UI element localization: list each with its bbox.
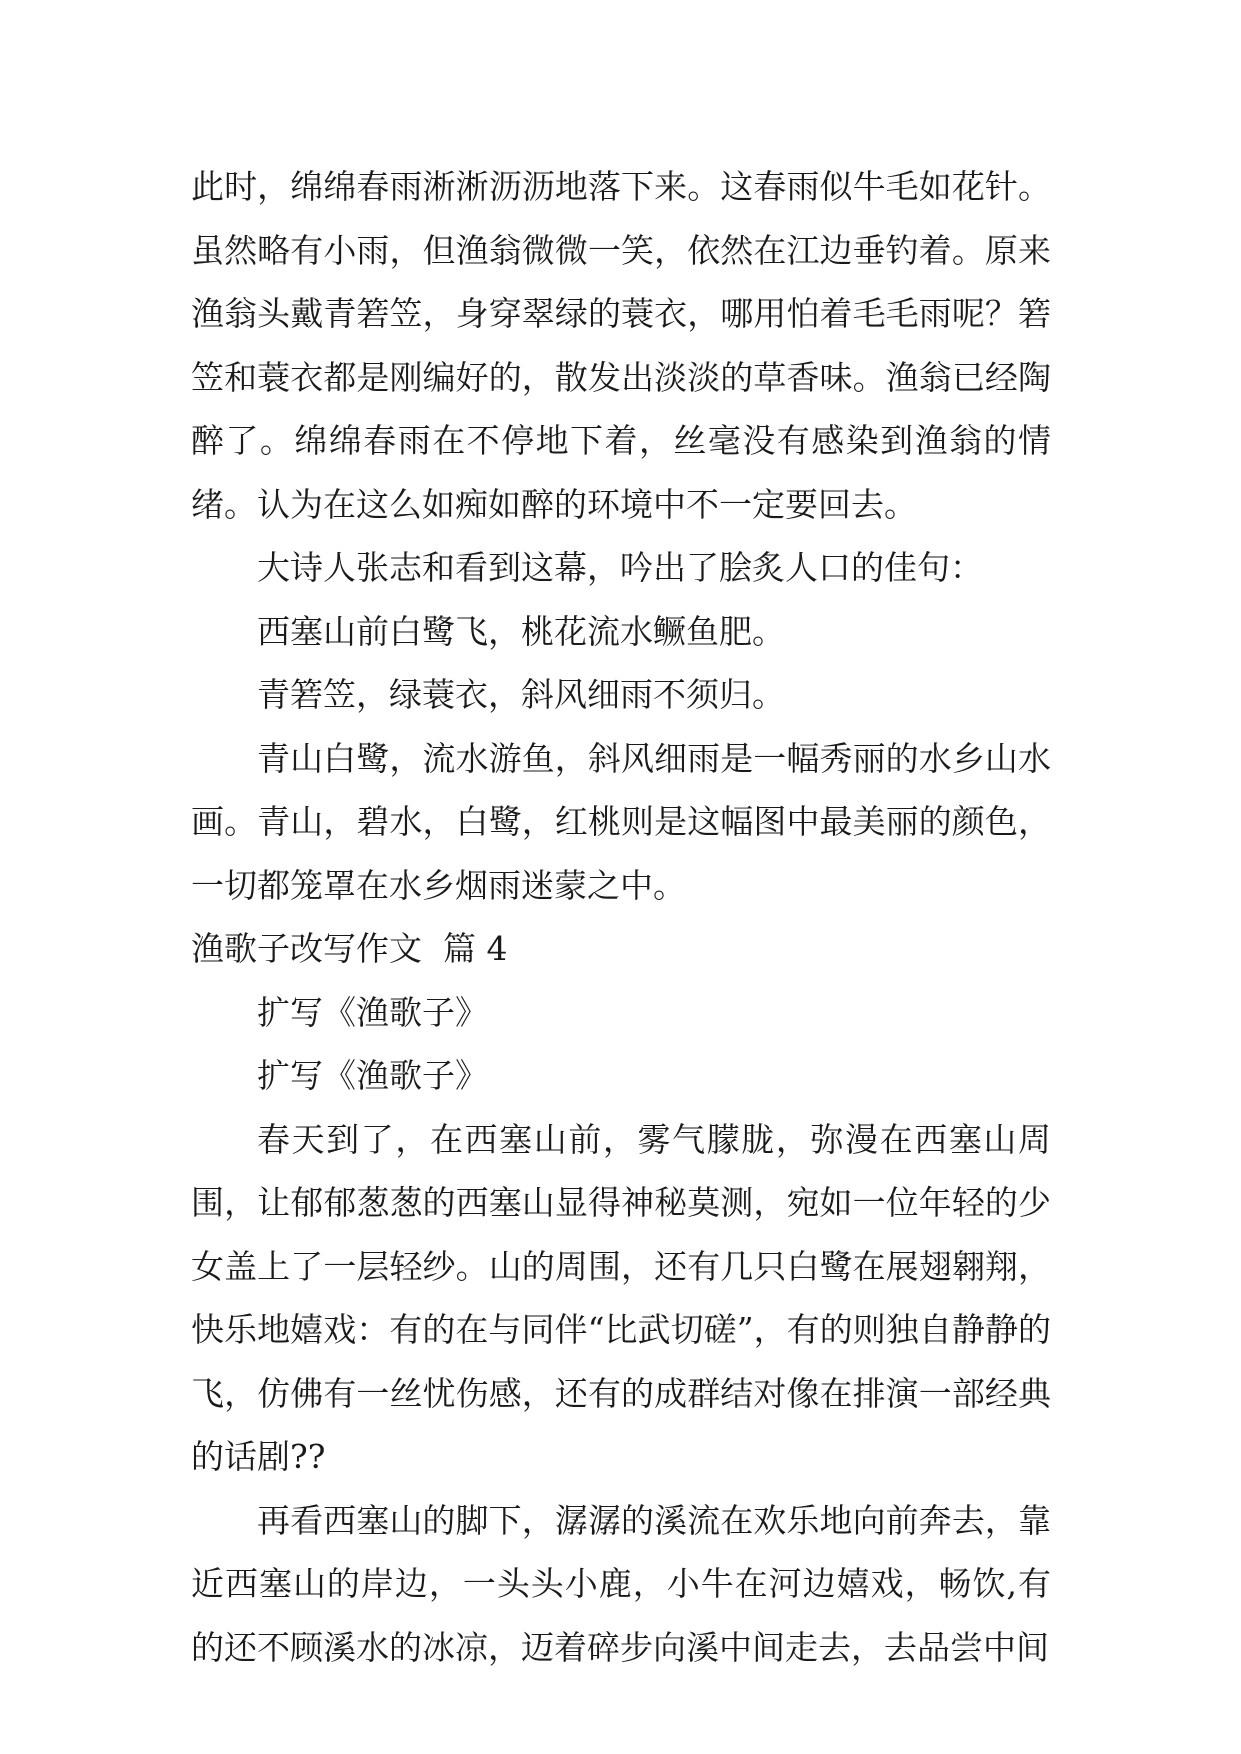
document-body bbox=[191, 155, 1051, 1679]
subtitle-expand-1: 扩写《渔歌子》 bbox=[257, 992, 488, 1032]
section-heading: 渔歌子改写作文 篇 4 bbox=[191, 929, 508, 968]
poem-line-2: 青箬笠，绿蓑衣，斜风细雨不须归。 bbox=[257, 675, 785, 714]
poem-line-1: 西塞山前白鹭飞，桃花流水鳜鱼肥。 bbox=[257, 611, 785, 651]
paragraph-rain: 此时，绵绵春雨淅淅沥沥地落下来。这春雨似牛毛如花针。虽然略有小雨，但渔翁微微一笑，依然在江边垂钓着。原来渔翁头戴青箬笠，身穿翠绿的蓑衣，哪用怕着毛毛雨呢？箬笠和蓑衣都是刚编好的，散发出淡淡的草香味。渔翁已经陶醉了。绵绵春雨在不停地下着，丝毫没有感染到渔翁的情绪。认为在这么如痴如醉的环境中不一定要回去。 bbox=[191, 167, 1051, 524]
paragraph-scenery: 青山白鹭，流水游鱼，斜风细雨是一幅秀丽的水乡山水画。青山，碧水，白鹭，红桃则是这幅图中最美丽的颜色，一切都笼罩在水乡烟雨迷蒙之中。 bbox=[191, 738, 1051, 905]
subtitle-expand-2: 扩写《渔歌子》 bbox=[257, 1056, 488, 1095]
paragraph-poet-intro: 大诗人张志和看到这幕，吟出了脍炙人口的佳句： bbox=[257, 548, 983, 587]
paragraph-stream: 再看西塞山的脚下，潺潺的溪流在欢乐地向前奔去，靠近西塞山的岸边，一头头小鹿，小牛在河边嬉戏，畅饮,有的还不顾溪水的冰凉，迈着碎步向溪中间走去，去品尝中间 bbox=[191, 1500, 1051, 1667]
paragraph-spring: 春天到了，在西塞山前，雾气朦胧，弥漫在西塞山周围，让郁郁葱葱的西塞山显得神秘莫测，宛如一位年轻的少女盖上了一层轻纱。山的周围，还有几只白鹭在展翅翱翔，快乐地嬉戏：有的在与同伴“比武切磋”，有的则独自静静的飞，仿佛有一丝忧伤感，还有的成群结对像在排演一部经典的话剧?? bbox=[191, 1119, 1051, 1476]
